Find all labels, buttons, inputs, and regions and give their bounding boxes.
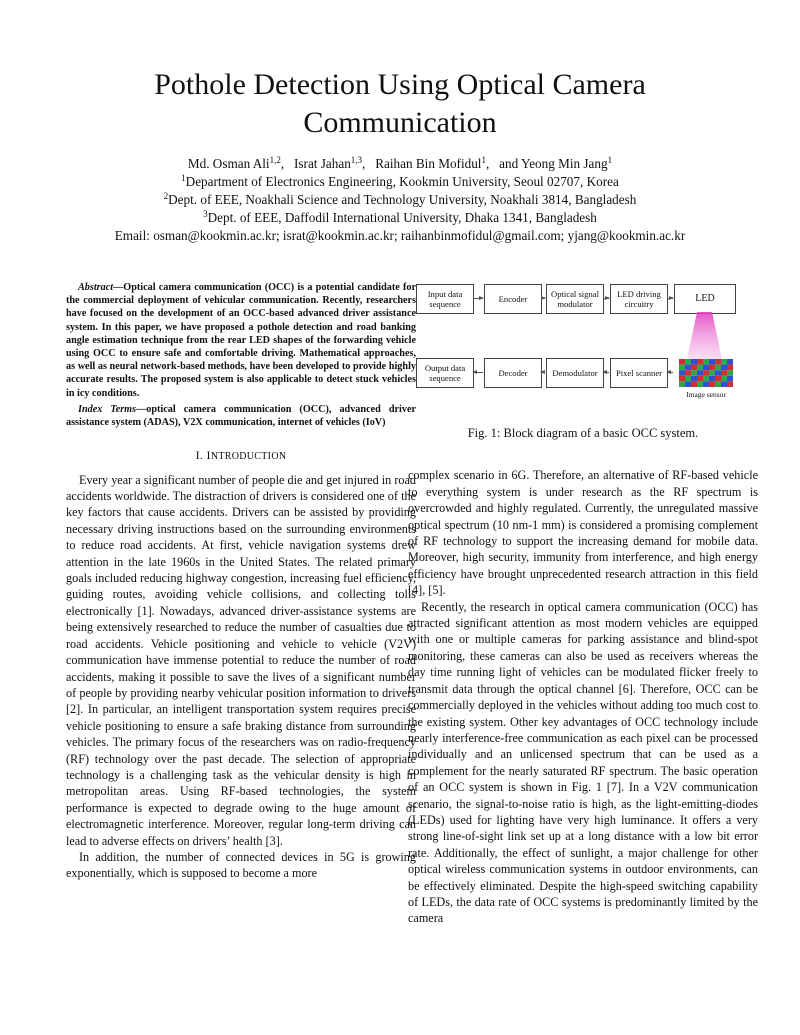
diagram-block-encoder: Encoder [484, 284, 542, 314]
arrow-icon [473, 372, 483, 373]
paper-title-line1: Pothole Detection Using Optical Camera [154, 68, 646, 101]
right-column [408, 281, 758, 927]
arrow-icon [541, 372, 545, 373]
right-paragraph-2: Recently, the research in optical camera communication (OCC) has attracted significant attention as most modern vehicles are equipped with one or multiple cameras for parking assistance and blind-spot monitoring, these cameras can also be used as receivers whereas the day time running light of vehicles can be modulated flicker freely to transmit data through the optical channel [6]. Therefore, OCC can be commercially deployed in the vehicles without adding too much cost to the existing system. Other key advantages of OCC technology include nearly interference-free communication as each pixel can be processed individually and an unlicensed spectrum that can be used as a complement for the nearly saturated RF spectrum. The basic operation of an OCC system is shown in Fig. 1 [7]. In a V2V communication scenario, the signal-to-noise ratio is high, as the light-emitting-diodes (LEDs) used for lighting have very high luminance. It offers a very strong line-of-sight link set up at a long distance with a low bit error rate. Additionally, the effect of sunlight, a major challenge for other optical wireless communication systems in outdoor environments, can be effectively eliminated. Despite the high-speed switching capability of LEDs, the data rate of OCC systems is predominantly limited by the camera [408, 599, 758, 926]
diagram-block-led: LED [674, 284, 736, 314]
affiliation-superscript: 3 [203, 209, 208, 219]
affiliation-line [0, 191, 800, 209]
section-title-first: I [206, 448, 211, 463]
figure-caption: Fig. 1: Block diagram of a basic OCC system. [467, 426, 699, 440]
paper-title-line2: Communication [303, 106, 497, 139]
arrow-icon [667, 372, 673, 373]
figure-block-diagram [408, 281, 758, 417]
abstract-text: —Optical camera communication (OCC) is a potential candidate for the commercial deployment of vehicular communication. Recently, researchers have focused on the development of an OCC-based advanced driver assistance system. In this paper, we have proposed a pothole detection and road banking angle estimation technique from the rear LED shapes of the forwarding vehicle using OCC to ensure safe and comfortable driving. Mathematical approaches, as well as neural network-based methods, have been developed to provide highly accurate results. The proposed system is also applicable to detect stuck vehicles in icy conditions. [66, 282, 416, 399]
image-sensor-label: Image sensor [686, 390, 726, 399]
diagram-block-led-driver: LED driving circuitry [610, 284, 668, 314]
diagram-block-input: Input data sequence [416, 284, 474, 314]
diagram-block-output: Output data sequence [416, 358, 474, 388]
left-column [66, 281, 416, 882]
affiliation-line [0, 173, 800, 191]
arrow-icon [541, 298, 545, 299]
section-number: I. [195, 448, 204, 463]
author-line: Md. Osman Ali$^{1,2}$, Israt Jahan$^{1,3}$, Raihan Bin Mofidul$^1$, and Yeong Min Jang$^1$ [187, 155, 613, 171]
index-terms [66, 403, 416, 429]
arrow-icon [473, 298, 483, 299]
intro-paragraph-2: In addition, the number of connected devices in 5G is growing exponentially, which is supposed to become a more [66, 849, 416, 881]
affiliation-text: Department of Electronics Engineering, Kookmin University, Seoul 02707, Korea [185, 174, 619, 189]
author-block [0, 155, 800, 245]
index-terms-lead: Index Terms [78, 403, 137, 415]
section-title-rest: NTRODUCTION [210, 451, 287, 463]
arrow-icon [667, 298, 673, 299]
section-heading [66, 447, 416, 465]
affiliation-line [0, 209, 800, 227]
abstract [66, 281, 416, 400]
author-name: and Yeong Min Jang [499, 156, 608, 171]
diagram-block-pixel-scanner: Pixel scanner [610, 358, 668, 388]
intro-paragraph-1: Every year a significant number of people die and get injured in road accidents worldwide. The distraction of drivers is considered one of the key factors that cause accidents. Drivers can be assisted by providing necessary driving instructions based on the surrounding environments to reduce road accidents. At first, vehicle navigation systems drew attention in the late 1960s in the United States. The related primary goals included reducing highway congestion, increasing fuel efficiency, guiding routes, avoiding vehicle collisions, and collecting tolls electronically [1]. Nowadays, advanced driver-assistance systems are being extensively researched to reduce the number of casualties due to road accidents. Vehicle positioning and vehicle to vehicle (V2V) communication have immense potential to reduce the number of road accidents, making it possible to save the lives of a significant number of people by providing nearby vehicular position information to drivers [2]. In particular, an intelligent transportation system requires precise vehicle positioning to ensure a safe braking distance from surrounding vehicles. The primary focus of the researchers was on radio-frequency (RF) technology over the past decade. The selection of appropriate technology is a challenging task as the vehicular density is high in metropolitan areas. Using RF-based technologies, the system performance is expected to degrade owing to the huge amount of electromagnetic interference. Moreover, regular long-term driving can lead to adverse effects on drivers’ health [3]. [66, 472, 416, 848]
affiliation-superscript: 1 [181, 173, 186, 183]
abstract-lead: Abstract [78, 282, 114, 293]
author-name: Md. Osman Ali [187, 156, 270, 171]
arrow-icon [603, 298, 609, 299]
author-superscript: 1,2 [269, 155, 281, 165]
affiliation-text: Dept. of EEE, Noakhali Science and Technology University, Noakhali 3814, Bangladesh [168, 192, 637, 207]
affiliation-text: Dept. of EEE, Daffodil International University, Dhaka 1341, Bangladesh [207, 210, 597, 225]
index-terms-text: —optical camera communication (OCC), advanced driver assistance system (ADAS), V2X communication, internet of vehicles (IoV) [66, 403, 416, 429]
author-name: Israt Jahan [294, 156, 351, 171]
diagram-block-modulator: Optical signal modulator [546, 284, 604, 314]
diagram-block-decoder: Decoder [484, 358, 542, 388]
diagram-block-demodulator: Demodulator [546, 358, 604, 388]
author-name: Raihan Bin Mofidul [375, 156, 482, 171]
author-superscript: 1 [481, 155, 486, 165]
paper-title [0, 66, 800, 142]
arrow-icon [603, 372, 609, 373]
right-paragraph-1: complex scenario in 6G. Therefore, an alternative of RF-based vehicle to everything system is under research as the RF spectrum is overcrowded and highly regulated. Currently, the unregulated massive optical spectrum (10 nm-1 mm) is considered a promising complement of RF technology to support the increasing demand for mobile data. Moreover, high security, immunity from interference, and high energy efficiency have brought unprecedented research attraction in this field [4], [5]. [408, 468, 758, 598]
affiliation-superscript: 2 [163, 191, 169, 201]
image-sensor-icon [679, 359, 733, 387]
author-superscript: 1,3 [350, 155, 363, 165]
author-superscript: 1 [607, 155, 613, 165]
email-line: Email: osman@kookmin.ac.kr; israt@kookmin.ac.kr; raihanbinmofidul@gmail.com; yjang@kookmin.ac.kr [114, 228, 686, 243]
